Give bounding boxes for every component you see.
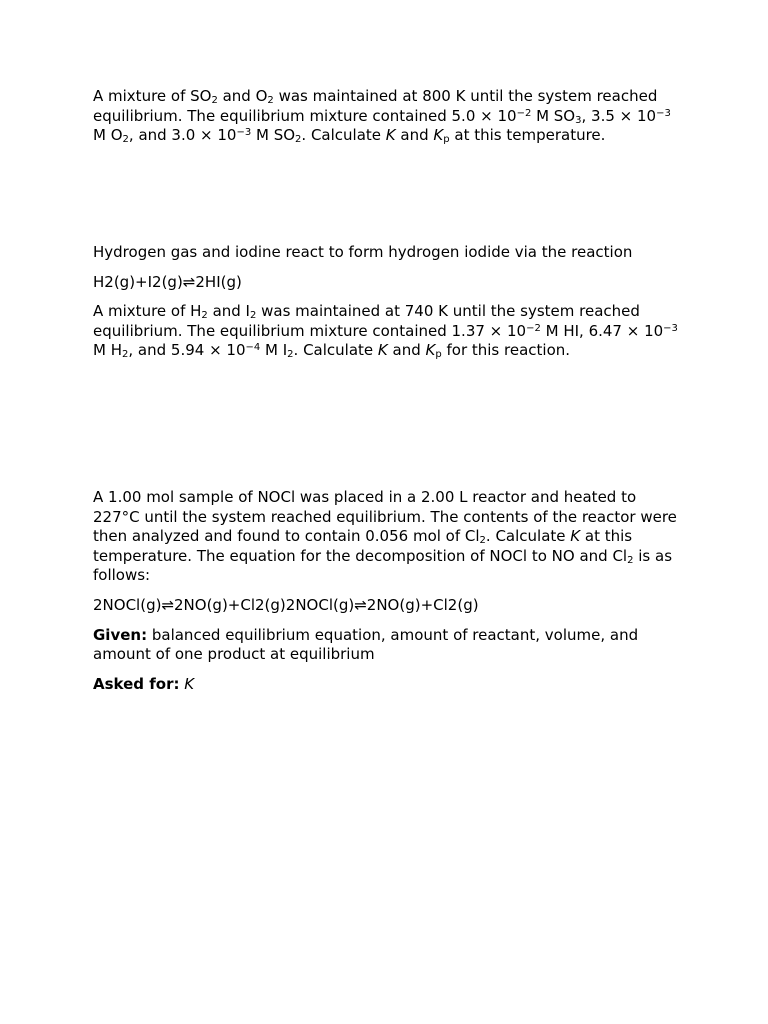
text-run: was maintained at 800 K until the system reached equilibrium. The equilibrium mixture contained 5.0 × 10 <box>93 87 658 125</box>
text-run: and <box>387 341 426 360</box>
problem-text <box>93 87 683 146</box>
italic-symbol: K <box>433 126 444 145</box>
text-run: A mixture of H <box>93 302 202 321</box>
text-run: . Calculate <box>485 527 571 546</box>
reaction-equation <box>93 596 683 616</box>
text-run: . Calculate <box>293 341 378 360</box>
text-run: M SO <box>531 106 576 125</box>
text-run: M H <box>93 341 122 360</box>
subscript: 2 <box>122 134 129 146</box>
text-run: and <box>395 126 434 145</box>
text-run: and O <box>217 87 268 105</box>
text-run: at this temperature. <box>449 126 606 145</box>
problem-hydrogen-iodide <box>93 243 683 488</box>
superscript: −2 <box>516 107 532 119</box>
italic-symbol: K <box>385 126 396 145</box>
superscript: −2 <box>526 322 541 334</box>
superscript: −3 <box>656 107 671 119</box>
text-run: and I <box>207 302 250 321</box>
subscript: 3 <box>575 114 582 126</box>
text-run: is as follows: <box>93 546 673 585</box>
superscript: −4 <box>245 342 261 354</box>
document-page <box>93 87 683 704</box>
asked-for-line <box>93 675 683 695</box>
text-run: M SO <box>251 126 296 145</box>
text-run: M I <box>260 341 288 360</box>
text-run: 2NOCl(g)⇌2NO(g)+Cl2(g)2NOCl(g)⇌2NO(g)+Cl2(g) <box>93 595 479 614</box>
subscript: 2 <box>267 95 274 106</box>
subscript: 2 <box>201 310 208 322</box>
subscript: 2 <box>287 349 294 361</box>
text-run: for this reaction. <box>441 341 571 360</box>
subscript: 2 <box>479 535 486 547</box>
subscript: 2 <box>249 310 257 322</box>
text-run: A mixture of SO <box>93 87 212 105</box>
superscript: −3 <box>663 322 678 334</box>
text-run: M HI, 6.47 × 10 <box>540 321 664 340</box>
subscript: 2 <box>211 95 218 106</box>
italic-symbol: K <box>425 341 436 360</box>
bold-label: Asked for: <box>93 674 180 693</box>
text-run: Hydrogen gas and iodine react to form hydrogen iodide via the reaction <box>93 243 633 261</box>
superscript: −3 <box>236 127 252 139</box>
subscript: 2 <box>122 349 129 361</box>
text-run: at this temperature. The equation for the decomposition of NOCl to NO and Cl <box>93 527 633 565</box>
problem-nocl <box>93 488 683 694</box>
italic-symbol: K <box>377 341 388 360</box>
italic-symbol: K <box>570 527 581 546</box>
text-run: , and 5.94 × 10 <box>128 341 246 360</box>
text-run: balanced equilibrium equation, amount of reactant, volume, and amount of one product at equilibrium <box>93 625 639 664</box>
problem-intro <box>93 243 683 263</box>
text-run: M O <box>93 126 123 145</box>
text-run: , 3.5 × 10 <box>581 106 657 125</box>
subscript: 2 <box>295 134 302 146</box>
given-line <box>93 626 683 665</box>
bold-label: Given: <box>93 625 148 644</box>
text-run: H2(g)+I2(g)⇌2HI(g) <box>93 272 242 291</box>
subscript: p <box>435 349 442 361</box>
text-run: , and 3.0 × 10 <box>128 126 237 145</box>
problem-so2-o2 <box>93 87 683 243</box>
italic-symbol: K <box>184 674 195 693</box>
text-run: A 1.00 mol sample of NOCl was placed in a 2.00 L reactor and heated to 227°C until the system reached equilibrium. The contents of the reactor were then analyzed and found to contain 0.056 mol of Cl <box>93 488 677 546</box>
problem-text <box>93 488 683 586</box>
reaction-equation <box>93 273 683 293</box>
subscript: 2 <box>627 554 634 566</box>
problem-text <box>93 302 683 361</box>
text-run: was maintained at 740 K until the system reached equilibrium. The equilibrium mixture contained 1.37 × 10 <box>93 302 640 340</box>
text-run: . Calculate <box>301 126 386 145</box>
subscript: p <box>443 134 450 146</box>
